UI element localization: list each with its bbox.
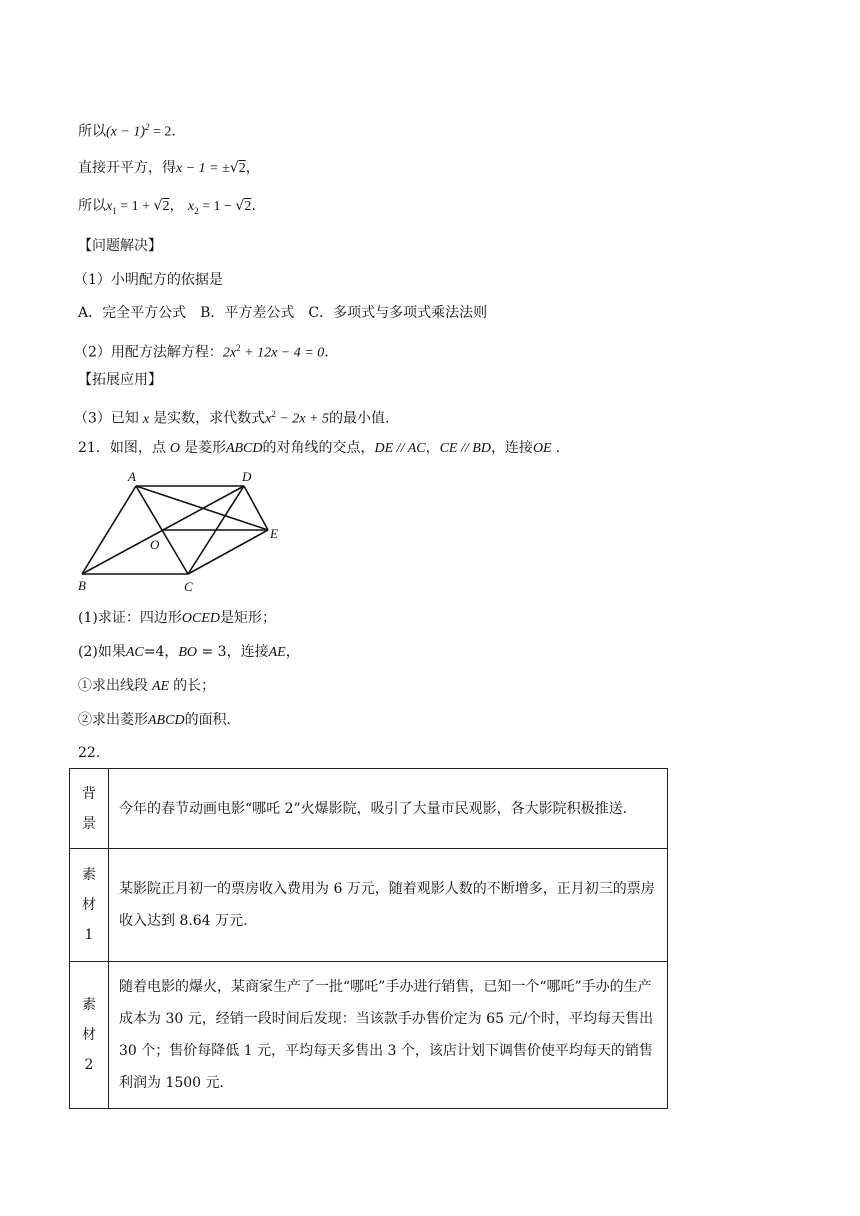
text: . xyxy=(555,440,561,456)
text: 所以 xyxy=(78,198,106,214)
math-expression: = 2 xyxy=(149,124,172,140)
sqrt-symbol: √ xyxy=(153,198,163,214)
text: 是实数，求代数式 xyxy=(153,410,266,427)
text: 所以 xyxy=(78,123,106,140)
problem-21-statement xyxy=(78,438,560,459)
shape-label: OCED xyxy=(181,611,220,626)
shape-label: ABCD xyxy=(148,713,185,728)
segment-label: AE xyxy=(152,679,170,694)
math-expression: x − 1 = ± xyxy=(176,161,230,176)
segment-label: BO xyxy=(178,645,198,660)
variable: x xyxy=(142,411,150,427)
row-content: 某影院正月初一的票房收入费用为 6 万元，随着观影人数的不断增多，正月初三的票房收入达到 8.64 万元. xyxy=(109,849,668,962)
label-char: 景 xyxy=(82,815,96,832)
text: ， xyxy=(425,440,440,456)
math-expression: DE // AC xyxy=(374,441,426,456)
segment-label: AE xyxy=(268,645,286,660)
math-expression: = 1 − xyxy=(198,199,236,214)
radicand: 2 xyxy=(244,199,252,214)
variable: x xyxy=(187,199,195,214)
text: 是菱形 xyxy=(183,440,226,456)
text: (1)求证：四边形 xyxy=(78,610,182,626)
section-heading-problem: 【问题解决】 xyxy=(78,238,162,254)
math-expression: (x − 1) xyxy=(106,124,145,140)
label-e: E xyxy=(270,526,278,541)
segment-ce xyxy=(188,530,268,574)
section-heading-extend: 【拓展应用】 xyxy=(78,372,162,388)
label-char: 1 xyxy=(84,927,94,943)
label-d: D xyxy=(242,469,252,484)
text: 21．如图，点 xyxy=(78,440,166,456)
text: ，连接 xyxy=(490,440,533,456)
text: ②求出菱形 xyxy=(78,712,148,728)
radicand: 2 xyxy=(238,161,246,176)
text: ， xyxy=(164,644,179,660)
value: =4 xyxy=(143,644,165,660)
solution-line-1 xyxy=(78,117,176,143)
subscript: 2 xyxy=(194,205,199,216)
label-char: 2 xyxy=(84,1057,94,1073)
solution-line-2 xyxy=(78,158,260,179)
segment-label: AC xyxy=(125,645,144,660)
label-char: 背 xyxy=(82,785,96,802)
text: 的面积. xyxy=(184,712,232,728)
sqrt-symbol: √ xyxy=(229,160,239,176)
text: ①求出线段 xyxy=(78,678,148,694)
value: = 3 xyxy=(197,644,227,660)
radicand: 2 xyxy=(162,199,170,214)
table-row xyxy=(70,849,668,962)
row-label xyxy=(70,962,109,1109)
text: . xyxy=(324,344,329,361)
question-1: （1）小明配方的依据是 xyxy=(74,272,223,288)
subscript: 1 xyxy=(112,205,117,216)
text: ，连接 xyxy=(226,644,269,660)
math-expression: x xyxy=(265,411,272,427)
problem-22-number: 22. xyxy=(78,745,101,761)
row-content: 今年的春节动画电影“哪吒 2”火爆影院，吸引了大量市民观影，各大影院积极推送. xyxy=(109,769,668,849)
problem-22-table xyxy=(69,768,668,1109)
math-expression: + 12x − 4 = 0 xyxy=(240,345,325,361)
point-label: O xyxy=(169,441,180,456)
problem-21-part-1 xyxy=(78,608,276,629)
rhombus-figure xyxy=(76,468,286,596)
text: 的最小值. xyxy=(328,410,390,427)
problem-21-subquestion-1 xyxy=(78,676,215,697)
exponent: 2 xyxy=(271,409,276,419)
shape-label: ABCD xyxy=(225,441,263,456)
segment-label: OE xyxy=(532,441,552,456)
math-expression: 2x xyxy=(222,345,237,361)
text: (2)如果 xyxy=(78,644,126,660)
text: ， xyxy=(245,160,260,176)
question-3 xyxy=(74,404,389,430)
label-c: C xyxy=(184,579,193,594)
label-o: O xyxy=(150,537,160,552)
text: （3）已知 xyxy=(74,410,139,427)
problem-21-subquestion-2 xyxy=(78,710,231,731)
label-a: A xyxy=(128,469,136,484)
sqrt-symbol: √ xyxy=(235,198,245,214)
text: ， xyxy=(285,644,300,660)
math-expression: − 2x + 5 xyxy=(275,411,329,427)
row-label xyxy=(70,769,109,849)
label-char: 材 xyxy=(82,897,96,913)
text: . xyxy=(171,123,176,140)
text: 的长； xyxy=(173,678,216,694)
text: 是矩形； xyxy=(219,610,276,626)
problem-21-part-2 xyxy=(78,642,300,663)
variable: x xyxy=(106,199,113,214)
table-row xyxy=(70,769,668,849)
segment-ab xyxy=(82,486,136,574)
question-1-options: A．完全平方公式 B．平方差公式 C．多项式与多项式乘法法则 xyxy=(78,305,488,321)
text: . xyxy=(251,198,256,214)
exponent: 2 xyxy=(145,122,150,132)
label-b: B xyxy=(78,578,86,593)
text: 直接开平方，得 xyxy=(78,160,176,176)
text: ， xyxy=(169,198,184,214)
label-char: 素 xyxy=(82,997,96,1013)
text: （2）用配方法解方程： xyxy=(74,344,223,361)
text: 的对角线的交点， xyxy=(262,440,375,456)
solution-line-3 xyxy=(78,196,256,221)
label-char: 素 xyxy=(82,867,96,883)
math-expression: = 1 + xyxy=(116,199,154,214)
row-label xyxy=(70,849,109,962)
row-content: 随着电影的爆火，某商家生产了一批“哪吒”手办进行销售，已知一个“哪吒”手办的生产成本为 30 元，经销一段时间后发现：当该款手办售价定为 65 元/个时，平均每天售出 30 个；售价每降低 1 元，平均每天多售出 3 个，该店计划下调售价使平均每天的销售利润为 1500 元. xyxy=(109,962,668,1109)
question-2 xyxy=(74,338,329,364)
table-row xyxy=(70,962,668,1109)
label-char: 材 xyxy=(82,1027,96,1043)
math-expression: CE // BD xyxy=(439,441,491,456)
exponent: 2 xyxy=(236,343,241,353)
